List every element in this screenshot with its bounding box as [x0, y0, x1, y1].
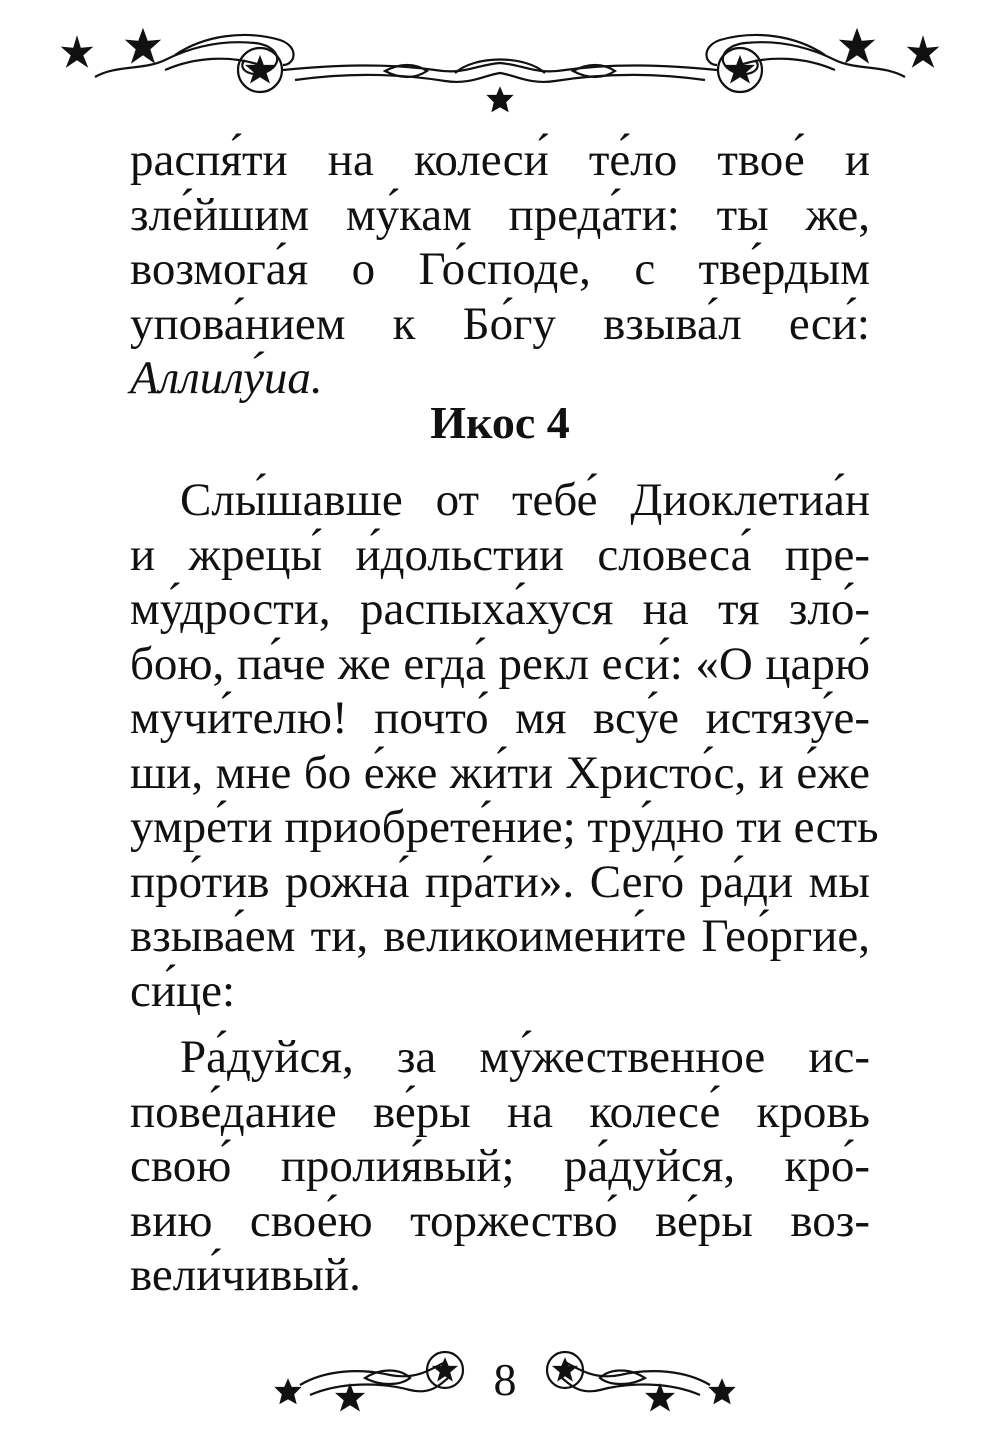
- text-line: пове́дание ве́ры на колесе́ кровь: [130, 1085, 870, 1138]
- text-line: Слы́шавше от тебе́ Диоклетиа́н: [180, 474, 870, 526]
- text-line: про́тив рожна́ пра́ти». Сего́ ра́ди мы: [130, 855, 870, 908]
- ikos-paragraph: [130, 473, 879, 1018]
- page-number: 8: [493, 1354, 517, 1405]
- text-line: вели́чивый.: [130, 1249, 361, 1301]
- top-ornament-icon: [55, 15, 945, 115]
- rejoice-paragraph: [130, 1030, 870, 1303]
- text-line: умре́ти приобрете́ние; тру́дно ти есть: [130, 801, 879, 853]
- text-line: зле́йшим му́кам преда́ти: ты же,: [130, 188, 870, 241]
- text-line: си́це:: [130, 964, 236, 1017]
- text-line: вию свое́ю торжество́ ве́ры воз-: [130, 1194, 870, 1247]
- text-line: взыва́ем ти, великоимени́те Гео́ргие,: [130, 910, 870, 962]
- text-line: и жрецы́ и́дольстии словеса́ пре-: [130, 528, 870, 581]
- text-line: ши, мне бо е́же жи́ти Христо́с, и е́же: [130, 746, 870, 799]
- kontakion-continuation: [130, 133, 870, 406]
- text-line: упова́нием к Бо́гу взыва́л еси́:: [130, 297, 870, 350]
- text-line: Ра́дуйся, за му́жественное ис-: [180, 1031, 870, 1083]
- section-heading: Икос 4: [430, 397, 570, 448]
- text-line: мучи́телю! почто́ мя всу́е истязу́е-: [130, 692, 870, 744]
- refrain-alleluia: Аллилу́иа.: [130, 352, 323, 404]
- text-line: свою́ пролия́вый; ра́дуйся, кро́-: [130, 1140, 870, 1192]
- text-line: му́дрости, распыха́хуся на тя зло́-: [130, 583, 870, 635]
- text-line: распя́ти на колеси́ те́ло твое́ и: [130, 134, 870, 186]
- text-line: бою, па́че же егда́ рекл еси́: «О царю́: [130, 637, 870, 690]
- text-line: возмога́я о Го́споде, с тве́рдым: [130, 243, 870, 295]
